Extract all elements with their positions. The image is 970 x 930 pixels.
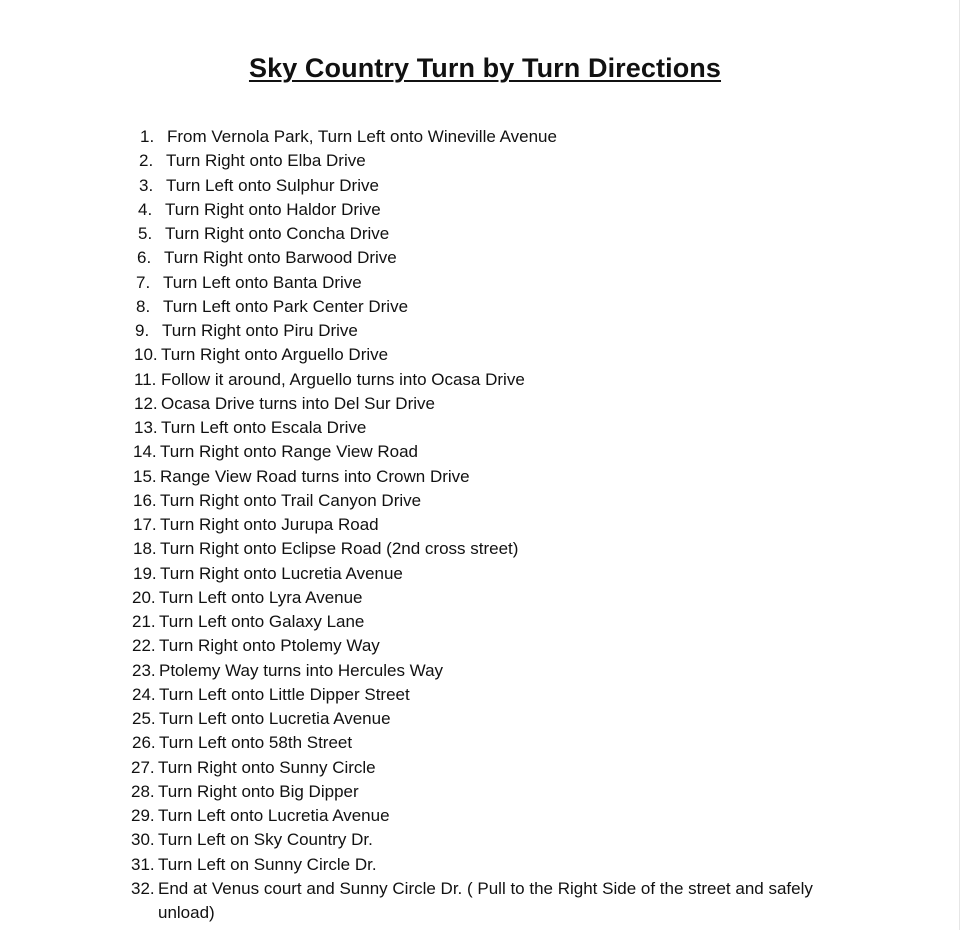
step-number: 24.: [132, 685, 156, 704]
step-text: End at Venus court and Sunny Circle Dr. ( Pull to the Right Side of the street and safely unload): [158, 879, 813, 922]
direction-step: [132, 707, 391, 731]
step-number: 12.: [134, 394, 158, 413]
direction-step: [133, 440, 418, 464]
step-number: 10.: [134, 345, 158, 364]
step-text: Turn Right onto Elba Drive: [166, 151, 366, 170]
step-number: 2.: [139, 151, 154, 170]
step-number: 28.: [131, 782, 155, 801]
direction-step: [138, 198, 381, 222]
step-text: Turn Right onto Eclipse Road (2nd cross street): [160, 539, 519, 558]
direction-step: [136, 295, 408, 319]
step-text: Turn Right onto Big Dipper: [158, 782, 359, 801]
step-text: Turn Right onto Barwood Drive: [164, 248, 397, 267]
direction-step: [131, 853, 377, 877]
page-title: Sky Country Turn by Turn Directions: [248, 53, 722, 83]
direction-step: [131, 828, 373, 852]
step-number: 23.: [132, 661, 156, 680]
direction-step: [132, 634, 380, 658]
step-number: 1.: [140, 127, 155, 146]
step-number: 25.: [132, 709, 156, 728]
step-number: 18.: [133, 539, 157, 558]
step-text: Turn Left onto 58th Street: [159, 733, 353, 752]
direction-step: [136, 271, 362, 295]
direction-step: [140, 125, 557, 149]
step-text: Turn Left onto Lucretia Avenue: [159, 709, 391, 728]
step-text: Turn Left on Sunny Circle Dr.: [158, 855, 377, 874]
step-number: 17.: [133, 515, 157, 534]
direction-step: [133, 562, 403, 586]
step-text: Turn Right onto Haldor Drive: [165, 200, 381, 219]
step-number: 11.: [134, 370, 157, 389]
step-number: 27.: [131, 758, 155, 777]
direction-step: [137, 246, 397, 270]
step-text: Turn Right onto Trail Canyon Drive: [160, 491, 422, 510]
step-text: From Vernola Park, Turn Left onto Wineville Avenue: [167, 127, 557, 146]
step-text: Turn Right onto Lucretia Avenue: [160, 564, 403, 583]
step-number: 3.: [139, 176, 154, 195]
direction-step: [133, 489, 421, 513]
step-number: 7.: [136, 273, 151, 292]
step-text: Turn Left onto Escala Drive: [161, 418, 367, 437]
step-number: 6.: [137, 248, 152, 267]
step-text: Turn Right onto Arguello Drive: [161, 345, 389, 364]
step-number: 5.: [138, 224, 153, 243]
direction-step: [132, 683, 410, 707]
direction-step: [132, 586, 363, 610]
step-text: Turn Right onto Concha Drive: [165, 224, 390, 243]
page-edge-divider: [959, 0, 960, 930]
step-number: 20.: [132, 588, 156, 607]
step-number: 4.: [138, 200, 153, 219]
direction-step: [133, 537, 518, 561]
step-number: 32.: [131, 879, 155, 898]
direction-step: [131, 877, 848, 922]
step-number: 15.: [133, 467, 157, 486]
step-number: 31.: [131, 855, 155, 874]
step-number: 22.: [132, 636, 156, 655]
direction-step: [139, 149, 366, 173]
step-text: Turn Right onto Ptolemy Way: [159, 636, 380, 655]
step-number: 30.: [131, 830, 155, 849]
direction-step: [134, 416, 366, 440]
direction-step: [133, 465, 470, 489]
step-number: 8.: [136, 297, 151, 316]
step-text: Turn Right onto Range View Road: [160, 442, 418, 461]
direction-step: [134, 343, 388, 367]
step-number: 29.: [131, 806, 155, 825]
direction-step: [131, 756, 376, 780]
step-text: Turn Left onto Park Center Drive: [163, 297, 409, 316]
step-text: Turn Right onto Jurupa Road: [160, 515, 379, 534]
direction-step: [132, 659, 443, 683]
step-text: Turn Left onto Little Dipper Street: [159, 685, 410, 704]
step-text: Turn Left onto Lucretia Avenue: [158, 806, 390, 825]
direction-step: [132, 731, 352, 755]
step-number: 13.: [134, 418, 158, 437]
direction-step: [134, 368, 525, 392]
step-text: Turn Right onto Piru Drive: [162, 321, 358, 340]
step-text: Follow it around, Arguello turns into Ocasa Drive: [161, 370, 525, 389]
step-number: 14.: [133, 442, 157, 461]
step-text: Ocasa Drive turns into Del Sur Drive: [161, 394, 435, 413]
step-text: Turn Left on Sky Country Dr.: [158, 830, 373, 849]
step-number: 21.: [132, 612, 156, 631]
direction-step: [133, 513, 379, 537]
step-text: Turn Left onto Galaxy Lane: [159, 612, 365, 631]
step-text: Turn Left onto Banta Drive: [163, 273, 362, 292]
direction-step: [131, 804, 390, 828]
step-text: Turn Left onto Sulphur Drive: [166, 176, 379, 195]
direction-step: [134, 392, 435, 416]
direction-step: [139, 174, 379, 198]
step-text: Ptolemy Way turns into Hercules Way: [159, 661, 444, 680]
direction-step: [138, 222, 389, 246]
direction-step: [131, 780, 359, 804]
step-number: 16.: [133, 491, 157, 510]
direction-step: [132, 610, 364, 634]
step-number: 19.: [133, 564, 157, 583]
step-number: 26.: [132, 733, 156, 752]
step-text: Range View Road turns into Crown Drive: [160, 467, 470, 486]
step-text: Turn Left onto Lyra Avenue: [159, 588, 363, 607]
step-number: 9.: [135, 321, 150, 340]
direction-step: [135, 319, 358, 343]
step-text: Turn Right onto Sunny Circle: [158, 758, 376, 777]
